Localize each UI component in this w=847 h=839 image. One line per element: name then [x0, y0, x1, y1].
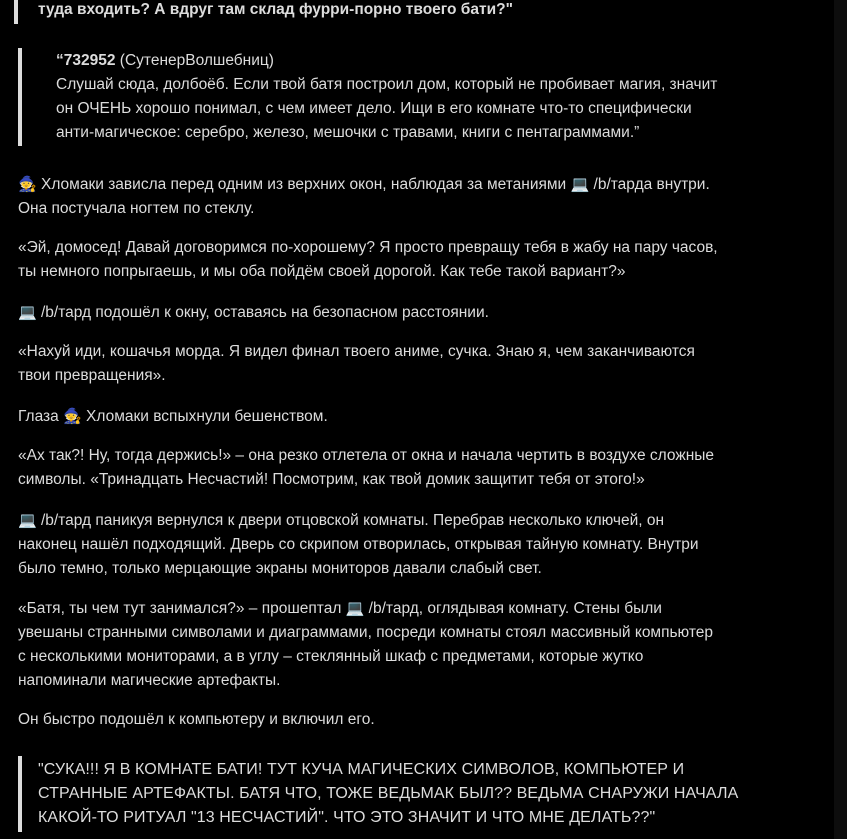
bottom-quote-line-1: "СУКА!!! Я В КОМНАТЕ БАТИ! ТУТ КУЧА МАГИЧЕСКИХ СИМВОЛОВ, КОМПЬЮТЕР И — [38, 761, 685, 778]
bottom-quote-line-3: КАКОЙ-ТО РИТУАЛ "13 НЕСЧАСТИЙ". ЧТО ЭТО ЗНАЧИТ И ЧТО МНЕ ДЕЛАТЬ??" — [38, 809, 656, 826]
text-segment: /b/тарда внутри. — [589, 176, 710, 193]
post-number-link[interactable]: “732952 — [56, 52, 116, 69]
paragraph-3 — [18, 300, 489, 325]
laptop-icon: 💻 — [345, 599, 365, 617]
paragraph-4-line-1: «Нахуй иди, кошачья морда. Я видел финал твоего аниме, сучка. Знаю я, чем заканчиваются — [18, 343, 695, 360]
text-segment: Хломаки вспыхнули бешенством. — [81, 408, 328, 425]
text-segment: «Батя, ты чем тут занимался?» – прошептал — [18, 600, 346, 617]
paragraph-2-line-2: ты немного попрыгаешь, и мы оба пойдём своей дорогой. Как тебе такой вариант?» — [18, 263, 626, 280]
story-body — [18, 0, 758, 839]
paragraph-8-line-3: с несколькими мониторами, а в углу – стеклянный шкаф с предметами, которые жутко — [18, 648, 644, 665]
paragraph-9: Он быстро подошёл к компьютеру и включил его. — [18, 711, 375, 728]
paragraph-7-line-3: было темно, только мерцающие экраны мониторов давали слабый свет. — [18, 560, 542, 577]
reply-quote-line-3: анти-магическое: серебро, железо, мешочки с травами, книги с пентаграммами.” — [56, 124, 640, 141]
laptop-icon: 💻 — [570, 175, 590, 193]
paragraph-8-line-2: увешаны странными символами и диаграммами, посреди комнаты стоял массивный компьютер — [18, 624, 714, 641]
paragraph-6 — [18, 444, 714, 492]
bottom-quote — [18, 756, 758, 832]
top-quote-text: туда входить? А вдруг там склад фурри-порно твоего бати?" — [38, 1, 513, 18]
witch-icon: 🧙 — [18, 175, 37, 193]
paragraph-8-line-1 — [18, 596, 713, 621]
paragraph-7-line-1 — [18, 508, 699, 533]
paragraph-1-line-2: Она постучала ногтем по стеклу. — [18, 200, 255, 217]
paragraph-4-line-2: твои превращения». — [18, 367, 166, 384]
paragraph-7-line-2: наконец нашёл подходящий. Дверь со скрипом отворилась, открывая тайную комнату. Внутри — [18, 536, 699, 553]
text-segment: /b/тард, оглядывая комнату. Стены были — [364, 600, 662, 617]
paragraph-2-line-1: «Эй, домосед! Давай договоримся по-хорошему? Я просто превращу тебя в жабу на пару часов, — [18, 239, 718, 256]
paragraph-7 — [18, 508, 699, 581]
laptop-icon: 💻 — [18, 511, 37, 529]
paragraph-8 — [18, 596, 713, 693]
text-segment: /b/тард паникуя вернулся к двери отцовской комнаты. Перебрав несколько ключей, он — [36, 512, 665, 529]
witch-icon: 🧙 — [63, 407, 82, 425]
paragraph-6-line-1: «Ах так?! Ну, тогда держись!» – она резко отлетела от окна и начала чертить в воздухе сложные — [18, 447, 715, 464]
bottom-quote-line-2: СТРАННЫЕ АРТЕФАКТЫ. БАТЯ ЧТО, ТОЖЕ ВЕДЬМАК БЫЛ?? ВЕДЬМА СНАРУЖИ НАЧАЛА — [38, 785, 739, 802]
paragraph-5 — [18, 404, 328, 429]
post-author: (СутенерВолшебниц) — [115, 52, 274, 69]
scrollbar-track[interactable] — [834, 0, 847, 839]
laptop-icon: 💻 — [18, 303, 37, 321]
paragraph-6-line-2: символы. «Тринадцать Несчастий! Посмотрим, как твой домик защитит тебя от этого!» — [18, 471, 645, 488]
text-segment: Хломаки зависла перед одним из верхних окон, наблюдая за метаниями — [36, 176, 571, 193]
paragraph-8-line-4: напоминали магические артефакты. — [18, 672, 281, 689]
reply-quote-line-2: он ОЧЕНЬ хорошо понимал, с чем имеет дело. Ищи в его комнате что-то специфически — [56, 100, 692, 117]
reply-quote-line-1: Слушай сюда, долбоёб. Если твой батя построил дом, который не пробивает магия, значит — [56, 76, 718, 93]
paragraph-1-line-1 — [18, 172, 710, 197]
paragraph-4 — [18, 340, 695, 388]
text-segment: Глаза — [18, 408, 64, 425]
paragraph-1 — [18, 172, 710, 221]
paragraph-3-text: /b/тард подошёл к окну, оставаясь на безопасном расстоянии. — [36, 304, 489, 321]
paragraph-2 — [18, 236, 718, 284]
